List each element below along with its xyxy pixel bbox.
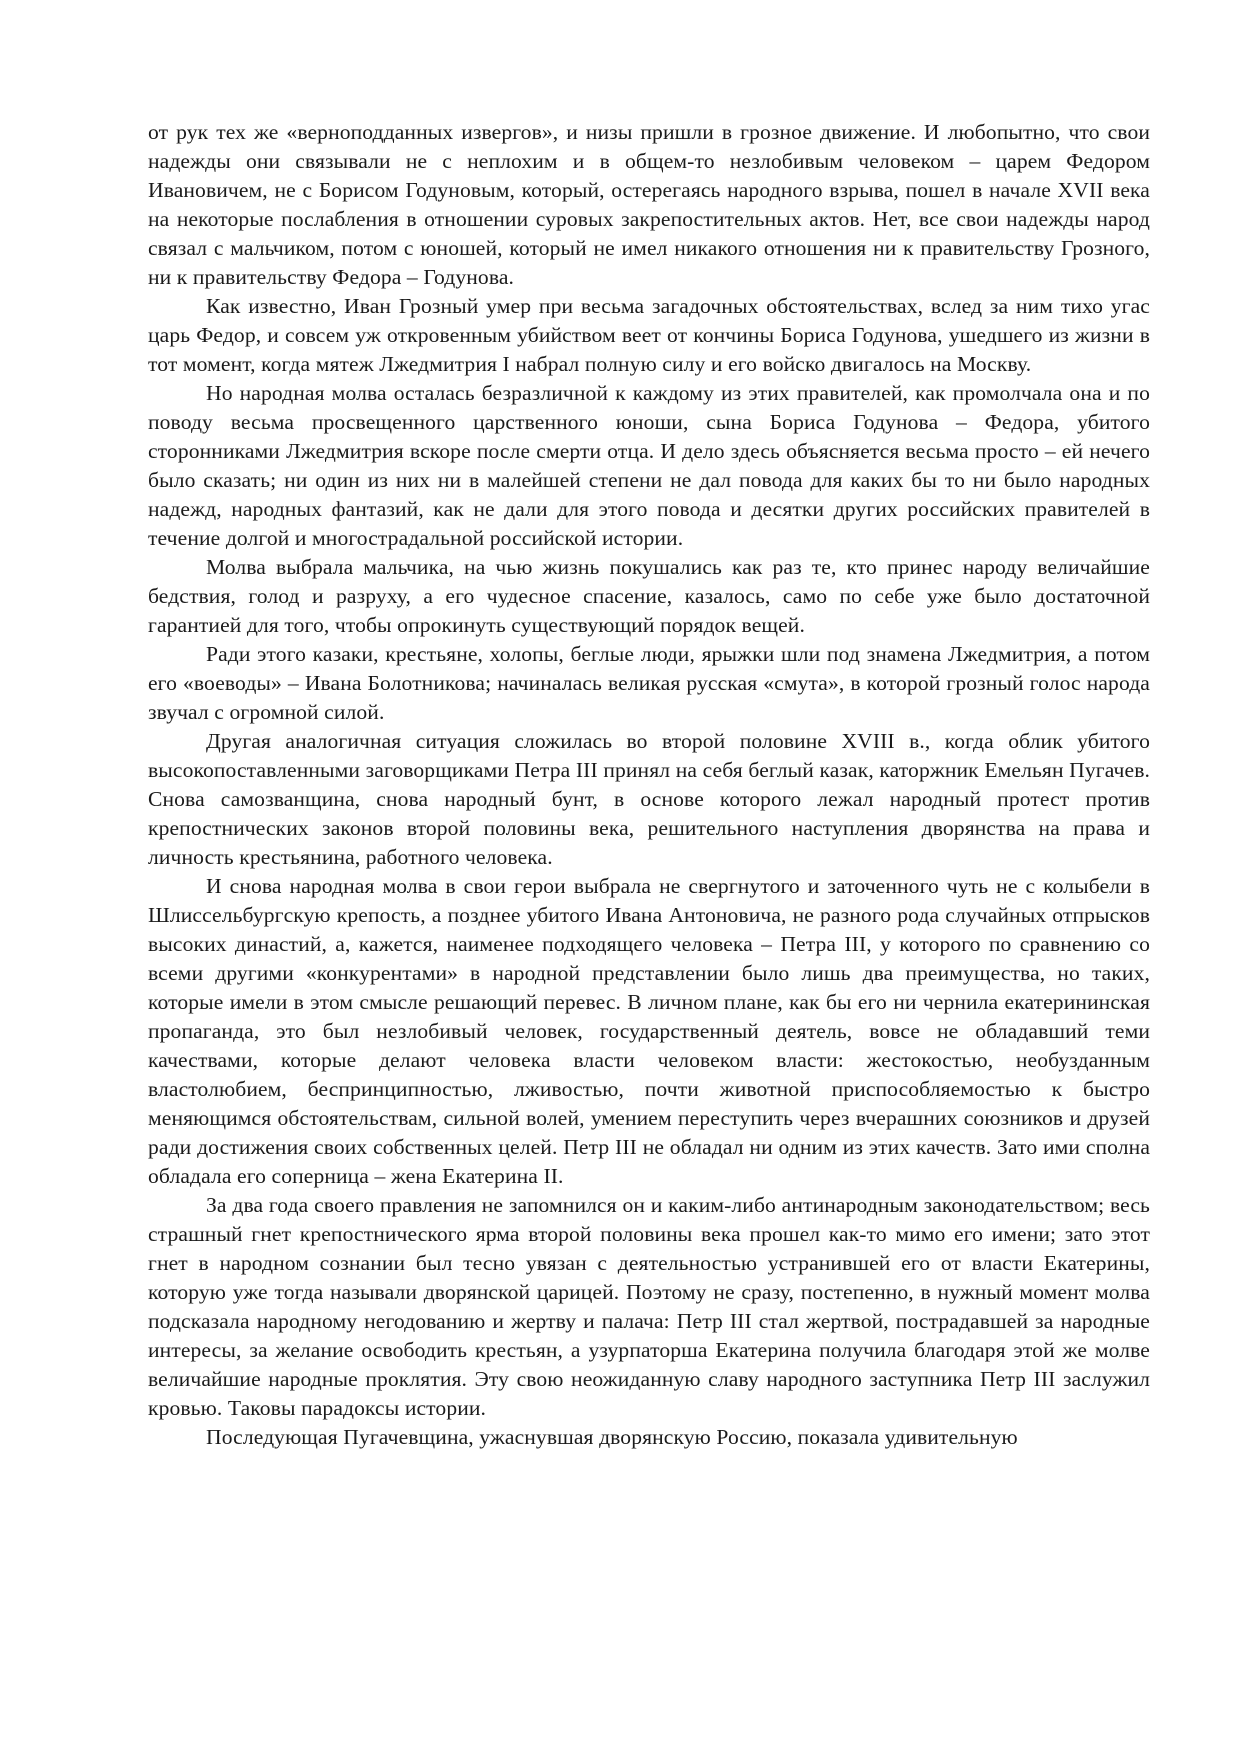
paragraph: Молва выбрала мальчика, на чью жизнь покушались как раз те, кто принес народу величайшие бедствия, голод и разруху, а его чудесное спасение, казалось, само по себе уже было достаточной гарантией для того, чтобы опрокинуть существующий порядок вещей.	[148, 555, 1150, 637]
paragraph: И снова народная молва в свои герои выбрала не свергнутого и заточенного чуть не с колыбели в Шлиссельбургскую крепость, а позднее убитого Ивана Антоновича, не разного рода случайных отпрысков высоких династий, а, кажется, наименее подходящего человека – Петра III, у которого по сравнению со всеми другими «конкурентами» в народной представлении было лишь два преимущества, но таких, которые имели в этом смысле решающий перевес. В личном плане, как бы его ни чернила екатерининская пропаганда, это был незлобивый человек, государственный деятель, вовсе не обладавший теми качествами, которые делают человека власти человеком власти: жестокостью, необузданным властолюбием, беспринципностью, лживостью, почти животной приспособляемостью к быстро меняющимся обстоятельствам, сильной волей, умением переступить через вчерашних союзников и друзей ради достижения своих собственных целей. Петр III не обладал ни одним из этих качеств. Зато ими сполна обладала его соперница – жена Екатерина II.	[148, 874, 1150, 1188]
paragraph-continued: от рук тех же «верноподданных извергов», и низы пришли в грозное движение. И любопытно, что свои надежды они связывали не с неплохим и в общем-то незлобивым человеком – царем Федором Ивановичем, не с Борисом Годуновым, который, остерегаясь народного взрыва, пошел в начале XVII века на некоторые послабления в отношении суровых закрепостительных актов. Нет, все свои надежды народ связал с мальчиком, потом с юношей, который не имел никакого отношения ни к правительству Грозного, ни к правительству Федора – Годунова.	[148, 120, 1150, 289]
paragraph: Как известно, Иван Грозный умер при весьма загадочных обстоятельствах, вслед за ним тихо угас царь Федор, и совсем уж откровенным убийством веет от кончины Бориса Годунова, ушедшего из жизни в тот момент, когда мятеж Лжедмитрия I набрал полную силу и его войско двигалось на Москву.	[148, 294, 1150, 376]
paragraph-truncated: Последующая Пугачевщина, ужаснувшая дворянскую Россию, показала удивительную	[206, 1425, 1018, 1449]
paragraph: Ради этого казаки, крестьяне, холопы, беглые люди, ярыжки шли под знамена Лжедмитрия, а потом его «воеводы» – Ивана Болотникова; начиналась великая русская «смута», в которой грозный голос народа звучал с огромной силой.	[148, 642, 1150, 724]
paragraph: Но народная молва осталась безразличной к каждому из этих правителей, как промолчала она и по поводу весьма просвещенного царственного юноши, сына Бориса Годунова – Федора, убитого сторонниками Лжедмитрия вскоре после смерти отца. И дело здесь объясняется весьма просто – ей нечего было сказать; ни один из них ни в малейшей степени не дал повода для каких бы то ни было народных надежд, народных фантазий, как не дали для этого повода и десятки других российских правителей в течение долгой и многострадальной российской истории.	[148, 381, 1150, 550]
paragraph: За два года своего правления не запомнился он и каким-либо антинародным законодательством; весь страшный гнет крепостнического ярма второй половины века прошел как-то мимо его имени; зато этот гнет в народном сознании был тесно увязан с деятельностью устранившей его от власти Екатерины, которую уже тогда называли дворянской царицей. Поэтому не сразу, постепенно, в нужный момент молва подсказала народному негодованию и жертву и палача: Петр III стал жертвой, пострадавшей за народные интересы, за желание освободить крестьян, а узурпаторша Екатерина получила благодаря этой же молве величайшие народные проклятия. Эту свою неожиданную славу народного заступника Петр III заслужил кровью. Таковы парадоксы истории.	[148, 1193, 1150, 1420]
paragraph: Другая аналогичная ситуация сложилась во второй половине XVIII в., когда облик убитого высокопоставленными заговорщиками Петра III принял на себя беглый казак, каторжник Емельян Пугачев. Снова самозванщина, снова народный бунт, в основе которого лежал народный протест против крепостнических законов второй половины века, решительного наступления дворянства на права и личность крестьянина, работного человека.	[148, 729, 1150, 869]
document-page	[148, 118, 1150, 1452]
